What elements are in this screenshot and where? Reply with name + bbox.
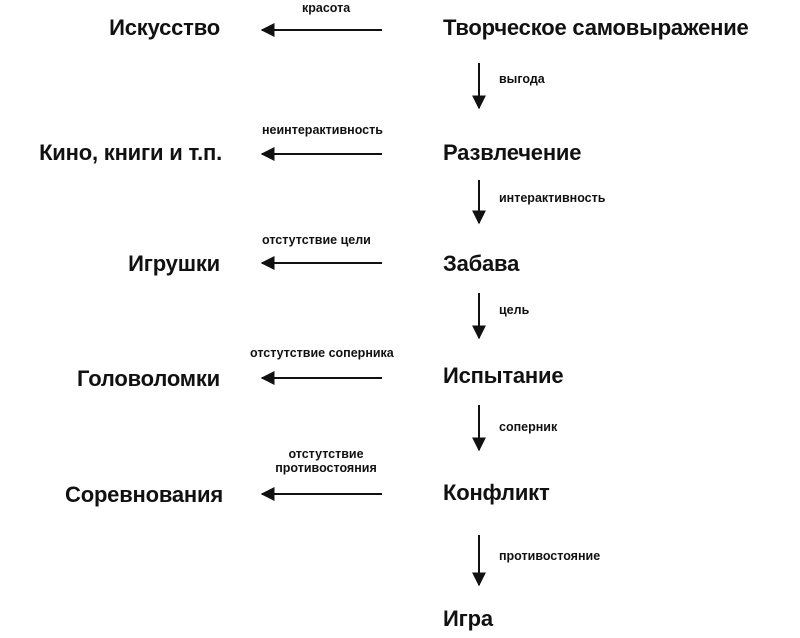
target-art: Искусство — [109, 15, 220, 40]
label-no-confrontation-line2: противостояния — [275, 461, 377, 476]
label-non-interactivity: неинтерактивность — [262, 123, 383, 137]
label-no-confrontation-line1: отстутствие — [288, 447, 364, 461]
step-challenge: Испытание — [443, 363, 564, 388]
step-conflict: Конфликт — [443, 480, 550, 505]
label-confrontation: противостояние — [499, 549, 601, 563]
label-benefit: выгода — [499, 72, 545, 86]
step-entertainment: Развлечение — [443, 140, 582, 165]
target-media: Кино, книги и т.п. — [39, 140, 222, 165]
step-game: Игра — [443, 606, 493, 631]
target-competitions: Соревнования — [65, 482, 223, 507]
target-toys: Игрушки — [128, 251, 220, 276]
label-no-goal: отстутствие цели — [262, 233, 371, 247]
label-interactivity: интерактивность — [499, 191, 606, 205]
step-self-expression: Творческое самовыражение — [443, 15, 749, 40]
step-fun: Забава — [443, 251, 520, 276]
label-no-opponent: отстутствие соперника — [250, 346, 394, 360]
label-opponent: соперник — [499, 420, 558, 434]
label-no-confrontation — [262, 447, 390, 476]
label-goal: цель — [499, 303, 530, 317]
target-puzzles: Головоломки — [77, 366, 220, 391]
label-beauty: красота — [302, 1, 351, 15]
